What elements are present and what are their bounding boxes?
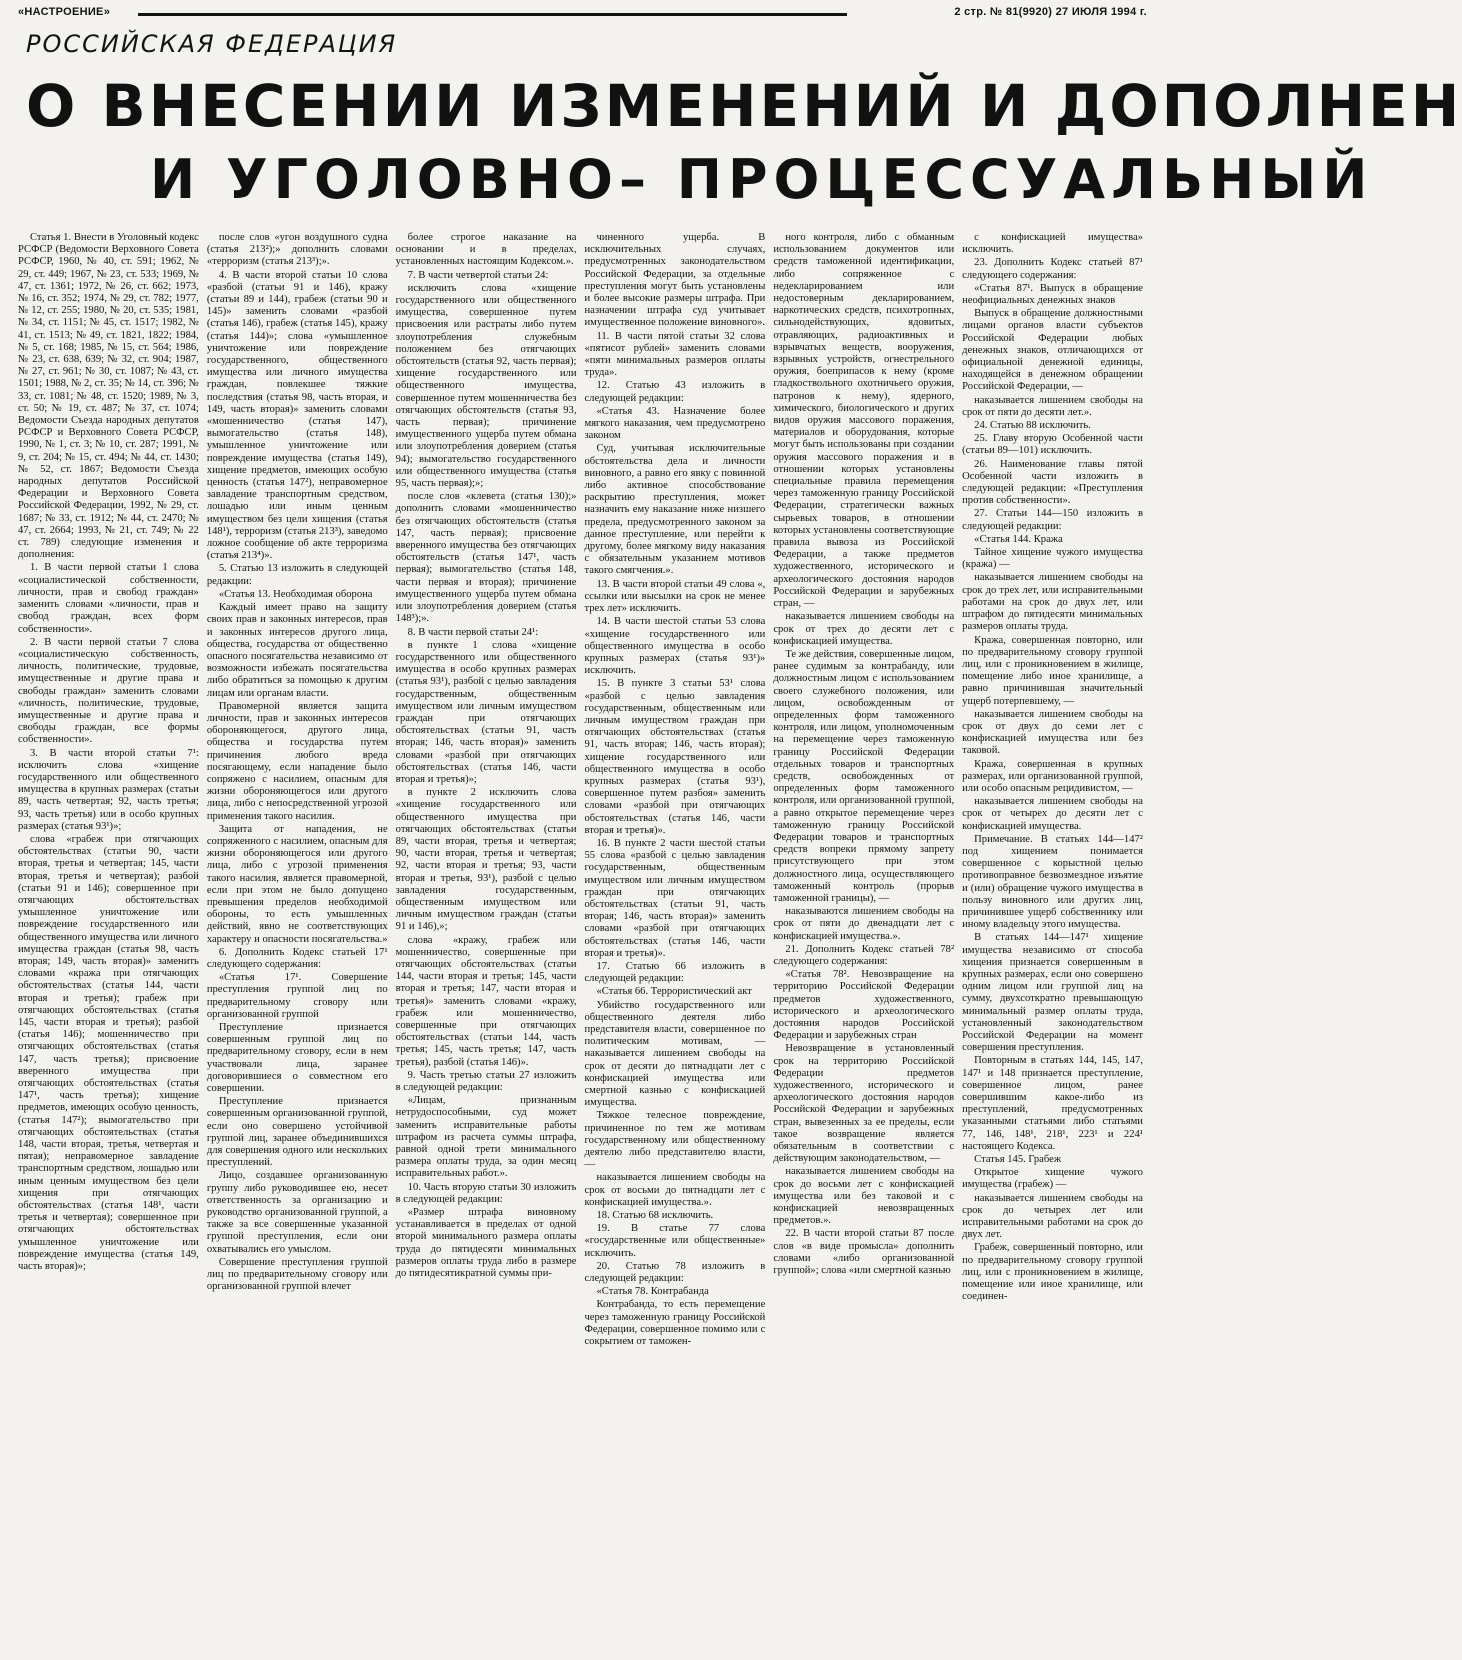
- article-paragraph: 7. В части четвертой статьи 24:: [407, 269, 549, 281]
- article-paragraph: с конфискацией имущества» исключить.: [962, 232, 1143, 256]
- article-paragraph: «Статья 13. Необходимая оборона: [218, 588, 373, 600]
- article-paragraph: «Статья 66. Террористический акт: [596, 986, 752, 998]
- article-paragraph: «Статья 87¹. Выпуск в обращение неофициальных денежных знаков: [962, 282, 1143, 307]
- article-paragraph: Повторным в статьях 144, 145, 147, 147¹ и 148 признается преступление, совершенное лицом, ранее совершившим какое-либо из преступлений, предусмотренных указанными статьями либо статьями 77, 146, 148¹, 218¹, 223¹ и 224¹ настоящего Кодекса.: [962, 1055, 1143, 1152]
- article-paragraph: 4. В части второй статьи 10 слова «разбой (статьи 91 и 146), кражу (статьи 89 и 144), грабеж (статьи 90 и 145)» заменить словами «разбой (статья 146), грабеж (статья 145), кражу (статья 144)»; слова «умышленное уничтожение или повреждение государственного, общественного имущества или личного имущества граждан, повлекшее тяжкие последствия (статья 98, часть вторая, и 149, часть вторая)» заменить словами «мошенничество (статья 147), вымогательство (статья 148), умышленное уничтожение или повреждение имущества (статья 149), хищение предметов, имеющих особую ценность (статья 147²), неправомерное завладение транспортным средством, лошадью или иным ценным имуществом без цели хищения (статья 148¹), терроризм (статья 213³), заведомо ложное сообщение об акте терроризма (статья 213⁴)».: [206, 269, 388, 562]
- article-column-5: [773, 232, 954, 1650]
- article-paragraph: Преступление признается совершенным группой лиц по предварительному сговору, если в нем участвовали лица, заранее договорившиеся о совместном его совершении.: [206, 1022, 388, 1095]
- article-column-4: [584, 232, 765, 1650]
- masthead-rule: [138, 13, 847, 16]
- article-paragraph: исключить слова «хищение государственного или общественного имущества, совершенное путем присвоения или растраты либо путем злоупотребления служебным положением без отягчающих обстоятельств (статья 92, часть первая); хищение государственного или общественного имущества, совершенное путем мошенничества без отягчающих обстоятельств (статья 93, часть первая); причинение имущественного ущерба путем обмана или злоупотребления доверием (статья 94); вымогательство государственного или общественного имущества (статья 95, часть первая);»;: [395, 282, 577, 490]
- article-paragraph: 16. В пункте 2 части шестой статьи 55 слова «разбой с целью завладения государственным, общественным имуществом или личным имуществом граждан при отягчающих обстоятельствах (статьи 91, часть вторая; 146, часть вторая)» заменить словами «разбой при отягчающих обстоятельствах (статья 146, части вторая и третья)».: [584, 837, 766, 959]
- newspaper-name: «НАСТРОЕНИЕ»: [18, 6, 111, 18]
- article-paragraph: «Размер штрафа виновному устанавливается в пределах от одной второй минимального размера оплаты труда до пятидесяти минимальных размеров оплаты труда либо в размере до пятидесятикратной суммы при-: [395, 1207, 577, 1280]
- article-paragraph: Статья 1. Внести в Уголовный кодекс РСФСР (Ведомости Верховного Совета РСФСР, 1960, № 40, ст. 591; 1962, № 29, ст. 449; 1967, № 23, ст. 533; 1969, № 47, ст. 1361; 1972, № 26, ст. 662; 1973, № 16, ст. 352; 1974, № 29, ст. 782; 1977, № 12, ст. 255; 1980, № 20, ст. 535; 1981, № 34, ст. 1151; № 45, ст. 1517; 1982, № 41, ст. 1513; № 49, ст. 1821, 1822; 1984, № 5, ст. 168; 1985, № 15, ст. 564; 1986, № 23, ст. 638, 639; № 32, ст. 904; 1987, № 27, ст. 961; № 30, ст. 1087; № 43, ст. 1501; 1988, № 2, ст. 35; № 14, ст. 396; № 33, ст. 1081; № 48, ст. 1520; 1989, № 3, ст. 50; № 19, ст. 487; № 37, ст. 1074; Ведомости Съезда народных депутатов РСФСР и Верховного Совета РСФСР, 1990, № 1, ст. 3; № 10, ст. 287; 1991, № 9, ст. 204; № 15, ст. 494; № 44, ст. 1430; № 52, ст. 1867; Ведомости Съезда народных депутатов Российской Федерации и Верховного Совета Российской Федерации, 1992, № 29, ст. 1687; № 33, ст. 1912; № 44, ст. 2470; № 47, ст. 2664; 1993, № 21, ст. 749; № 22 ст. 789) следующие изменения и дополнения:: [18, 232, 199, 561]
- article-paragraph: 10. Часть вторую статьи 30 изложить в следующей редакции:: [395, 1181, 577, 1205]
- article-paragraph: наказывается лишением свободы на срок от четырех до десяти лет с конфискацией имущества.: [962, 796, 1143, 832]
- article-paragraph: слова «кражу, грабеж или мошенничество, совершенные при отягчающих обстоятельствах (статьи 144, части вторая и третья; 145, части вторая и третья; 147, части вторая и третья)» заменить словами «кражу, грабеж или мошенничество, совершенные при отягчающих обстоятельствах (статьи 144, часть третья; 145, часть третья; 147, часть третья), разбой (статья 146)».: [395, 934, 577, 1068]
- article-paragraph: наказывается лишением свободы на срок от восьми до пятнадцати лет с конфискацией имущества.».: [584, 1172, 766, 1208]
- article-paragraph: 3. В части второй статьи 7¹: исключить слова «хищение государственного или общественного имущества в крупных размерах (статьи 89, часть четвертая; 92, часть третья; 93, часть третья) или в особо крупных размерах (статья 93¹)»;: [18, 747, 199, 832]
- article-paragraph: 25. Главу вторую Особенной части (статьи 89—101) исключить.: [962, 433, 1143, 457]
- article-column-1: [18, 232, 199, 1650]
- article-paragraph: Убийство государственного или общественного деятеля либо представителя власти, совершенное по политическим мотивам, — наказывается лишением свободы на срок от десяти до пятнадцати лет с конфискацией имущества или смертной казнью с конфискацией имущества.: [584, 999, 766, 1109]
- article-paragraph: Преступление признается совершенным организованной группой, если оно совершено устойчивой группой лиц, заранее объединившихся для совершения одного или нескольких преступлений.: [206, 1096, 388, 1169]
- article-paragraph: наказывается лишением свободы на срок от пяти до десяти лет.».: [962, 394, 1143, 418]
- article-paragraph: 11. В части пятой статьи 32 слова «пятисот рублей» заменить словами «пяти минимальных размеров оплаты труда».: [584, 330, 766, 379]
- article-paragraph: Контрабанда, то есть перемещение через таможенную границу Российской Федерации, совершенное помимо или с сокрытием от таможен-: [584, 1299, 766, 1348]
- article-paragraph: 22. В части второй статьи 87 после слов «в виде промысла» дополнить словами «либо организованной группой»; слова «или смертной казнью: [773, 1228, 955, 1277]
- article-paragraph: 12. Статью 43 изложить в следующей редакции:: [584, 380, 766, 404]
- article-paragraph: Совершение преступления группой лиц по предварительному сговору или организованной группой влечет: [206, 1256, 388, 1293]
- article-paragraph: Лицо, создавшее организованную группу либо руководившее ею, несет ответственность за организацию и руководство организованной группой, а также за все совершенные указанной группой преступления, если они охватывались его умыслом.: [206, 1170, 388, 1255]
- article-paragraph: 20. Статью 78 изложить в следующей редакции:: [584, 1260, 766, 1285]
- article-paragraph: в пункте 1 слова «хищение государственного или общественного имущества в особо крупных размерах (статья 93¹), разбой с целью завладения государственным, общественным имуществом или личным имуществом граждан при отягчающих обстоятельствах (статьи 91, часть вторая; 146, часть вторая)» заменить словами «разбой при отягчающих обстоятельствах (статья 146, части вторая и третья)»;: [395, 639, 577, 785]
- article-column-2: [207, 232, 388, 1650]
- article-paragraph: Правомерной является защита личности, прав и законных интересов обороняющегося, другого лица, общества и государства путем причинения любого вреда посягающему, если нападение было сопряжено с насилием, опасным для жизни обороняющегося или другого лица, либо с непосредственной угрозой применения такого насилия.: [206, 700, 388, 822]
- article-column-6: [962, 232, 1143, 1650]
- article-paragraph: 9. Часть третью статьи 27 изложить в следующей редакции:: [395, 1069, 577, 1094]
- article-paragraph: 26. Наименование главы пятой Особенной части изложить в следующей редакции: «Преступления против собственности».: [962, 458, 1143, 507]
- article-paragraph: «Статья 43. Назначение более мягкого наказания, чем предусмотрено законом: [584, 405, 766, 442]
- article-paragraph: Защита от нападения, не сопряженного с насилием, опасным для жизни обороняющегося или другого лица, либо с угрозой применения такого насилия, является правомерной, если при этом не было допущено превышения пределов необходимой обороны, то есть умышленных действий, явно не соответствующих характеру и опасности посягательства.»: [206, 823, 388, 945]
- article-paragraph: Кража, совершенная в крупных размерах, или организованной группой, или особо опасным рецидивистом, —: [962, 758, 1143, 794]
- article-paragraph: В статьях 144—147¹ хищение имущества независимо от способа хищения признается совершенным в крупных размерах, если оно совершено одним лицом или группой лиц на сумму, двухсоткратно превышающую минимальный размер оплаты труда, установленный законодательством Российской Федерации на момент совершения преступления.: [962, 932, 1143, 1054]
- article-paragraph: более строгое наказание на основании и в пределах, установленных настоящим Кодексом.».: [395, 232, 577, 268]
- article-paragraph: 23. Дополнить Кодекс статьей 87¹ следующего содержания:: [962, 257, 1143, 281]
- article-paragraph: наказывается лишением свободы на срок до трех лет, или исправительными работами на срок до двух лет, или штрафом до пятидесяти минимальных размеров оплаты труда.: [962, 572, 1143, 633]
- article-paragraph: «Лицам, признанным нетрудоспособными, суд может заменить исправительные работы штрафом из расчета суммы штрафа, равной одной трети минимального размера оплаты труда, за один месяц исправительных работ.».: [395, 1095, 577, 1180]
- headline-line-2: И УГОЛОВНО– ПРОЦЕССУАЛЬНЫЙ: [150, 148, 1374, 211]
- article-paragraph: после слов «клевета (статья 130);» дополнить словами «мошенничество без отягчающих обстоятельств (статья 147, часть первая); присвоение вверенного имущества без отягчающих обстоятельств (статья 147¹, часть первая); вымогательство (статья 148, части первая и вторая); причинение имущественного ущерба путем обмана или злоупотребления доверием (статья 148³);».: [395, 491, 577, 625]
- article-paragraph: ного контроля, либо с обманным использованием документов или средств таможенной идентификации, либо сопряженное с недекларированием или недостоверным декларированием, наркотических средств, психотропных, сильнодействующих, ядовитых, отравляющих, радиоактивных и взрывчатых веществ, вооружения, взрывных устройств, огнестрельного оружия, боеприпасов к нему (кроме гладкоствольного охотничьего оружия, патронов к нему), ядерного, химического, биологического и других видов оружия массового поражения, материалов и оборудования, которые могут быть использованы при создании оружия массового поражения и в отношении которых установлены специальные правила перемещения через таможенную границу Российской Федерации, стратегически важных сырьевых товаров, в отношении которых установлены соответствующие правила вывоза из Российской Федерации, а также предметов художественного, исторического и археологического достояния народов Российской Федерации и зарубежных стран, —: [773, 232, 955, 610]
- article-paragraph: Кража, совершенная повторно, или по предварительному сговору группой лиц, или с проникновением в жилище, помещение либо иное хранилище, а равно причинившая значительный ущерб потерпевшему, —: [962, 634, 1143, 707]
- article-paragraph: 19. В статье 77 слова «государственные или общественные» исключить.: [584, 1223, 766, 1259]
- article-paragraph: 14. В части шестой статьи 53 слова «хищение государственного или общественного имущества в особо крупных размерах (статья 93¹)» исключить.: [584, 616, 766, 677]
- article-paragraph: Статья 145. Грабеж: [974, 1154, 1062, 1166]
- article-paragraph: чиненного ущерба. В исключительных случаях, предусмотренных законодательством Российской Федерации, за отдельные преступления могут быть установлены и более высокие размеры штрафа. При назначении штрафа суд учитывает имущественное положение виновного».: [584, 232, 766, 329]
- article-paragraph: Выпуск в обращение должностными лицами органов власти субъектов Российской Федерации любых денежных знаков, отличающихся от официальной денежной единицы, находящейся в денежном обращении Российской Федерации, —: [962, 308, 1143, 393]
- article-paragraph: после слов «угон воздушного судна (статья 213²);» дополнить словами «терроризм (статья 213³);».: [206, 232, 388, 268]
- issue-info: 2 стр. № 81(9920) 27 ИЮЛЯ 1994 г.: [954, 6, 1147, 18]
- article-paragraph: 1. В части первой статьи 1 слова «социалистической собственности, личности, прав и свобод граждан» заменить словами «личности, прав и свобод граждан, всех форм собственности».: [18, 562, 199, 635]
- article-paragraph: Невозвращение в установленный срок на территорию Российской Федерации предметов художественного, исторического и археологического достояния народов Российской Федерации и зарубежных стран, вывезенных за ее пределы, если такое возвращение является обязательным в соответствии с действующим законодательством, —: [773, 1043, 955, 1165]
- article-paragraph: Примечание. В статьях 144—147² под хищением понимается совершенное с корыстной целью противоправное безвозмездное изъятие и (или) обращение чужого имущества в пользу виновного или других лиц, причинившее ущерб собственнику или иному владельцу этого имущества.: [962, 833, 1143, 931]
- article-paragraph: Тяжкое телесное повреждение, причиненное по тем же мотивам государственному или общественному деятелю либо представителю власти, —: [584, 1110, 766, 1171]
- article-paragraph: Суд, учитывая исключительные обстоятельства дела и личности виновного, а равно его явку с повинной либо активное способствование раскрытию преступления, может назначить ему наказание ниже низшего предела, предусмотренного законом за данное преступление, или перейти к другому, более мягкому виду наказания с обязательным указанием мотивов такого смягчения.».: [584, 443, 766, 577]
- article-paragraph: наказывается лишением свободы на срок от двух до семи лет с конфискацией имущества или без таковой.: [962, 708, 1143, 757]
- article-paragraph: 27. Статьи 144—150 изложить в следующей редакции:: [962, 508, 1143, 532]
- article-paragraph: 17. Статью 66 изложить в следующей редакции:: [584, 960, 766, 985]
- article-paragraph: Грабеж, совершенный повторно, или по предварительному сговору группой лиц, или с проникновением в жилище, помещение или иное хранилище, или соединен-: [962, 1242, 1143, 1303]
- article-paragraph: «Статья 17¹. Совершение преступления группой лиц по предварительному сговору или организованной группой: [206, 972, 388, 1020]
- article-paragraph: Тайное хищение чужого имущества (кража) —: [962, 547, 1143, 571]
- article-paragraph: 13. В части второй статьи 49 слова «, ссылки или высылки на срок не менее трех лет» исключить.: [584, 578, 766, 615]
- article-paragraph: слова «грабеж при отягчающих обстоятельствах (статьи 90, части вторая, третья и четвертая; 145, части вторая, третья и четвертая); разбой (статьи 91 и 146); совершенное при отягчающих обстоятельствах умышленное уничтожение или повреждение государственного или общественного имущества или личного имущества граждан (статья 98, часть вторая; 149, часть вторая)» заменить словами «кража при отягчающих обстоятельствах (статья 144, части вторая и третья); грабеж при отягчающих обстоятельствах (статья 145, части вторая и третья); разбой (статья 146); мошенничество при отягчающих обстоятельствах (статья 147, часть третья); присвоение вверенного имущества при отягчающих обстоятельствах (статья 147¹, часть третья); хищение предметов, имеющих особую ценность, (статья 147²); вымогательство при отягчающих обстоятельствах (статья 148, части вторая, третья, четвертая и пятая); неправомерное завладение транспортным средством, лошадью или иным ценным имуществом без цели хищения при отягчающих обстоятельствах (статья 148¹, части третья и четвертая); совершенное при отягчающих обстоятельствах умышленное уничтожение или повреждение имущества (статья 149, часть вторая)»;: [18, 833, 199, 1273]
- article-paragraph: наказывается лишением свободы на срок от трех до десяти лет с конфискацией имущества.: [773, 611, 955, 647]
- section-rubric: РОССИЙСКАЯ ФЕДЕРАЦИЯ: [26, 30, 398, 58]
- article-paragraph: наказывается лишением свободы на срок до восьми лет с конфискацией имущества или без таковой и с конфискацией невозвращенных предметов.».: [773, 1166, 955, 1227]
- article-paragraph: «Статья 78. Контрабанда: [596, 1286, 709, 1298]
- article-column-3: [396, 232, 577, 1650]
- article-paragraph: «Статья 78². Невозвращение на территорию Российской Федерации предметов художественного, исторического и археологического достояния народов Российской Федерации и зарубежных стран: [773, 969, 955, 1042]
- article-paragraph: 21. Дополнить Кодекс статьей 78² следующего содержания:: [773, 943, 955, 967]
- article-paragraph: 15. В пункте 3 статьи 53¹ слова «разбой с целью завладения государственным, общественным или личным имуществом граждан при отягчающих обстоятельствах (статья 91, часть вторая; 146, часть вторая); хищение государственного или общественного имущества в особо крупных размерах (статья 93¹), совершенное путем разбоя» заменить словами «разбой при отягчающих обстоятельствах (статья 146, части вторая и третья)».: [584, 678, 766, 836]
- article-paragraph: Открытое хищение чужого имущества (грабеж) —: [962, 1167, 1143, 1191]
- article-paragraph: 5. Статью 13 изложить в следующей редакции:: [206, 563, 388, 587]
- article-paragraph: наказываются лишением свободы на срок от пяти до двенадцати лет с конфискацией имущества.».: [773, 906, 955, 942]
- article-paragraph: 8. В части первой статьи 24¹:: [407, 626, 539, 638]
- masthead: [18, 6, 1147, 22]
- article-paragraph: наказывается лишением свободы на срок до четырех лет или исправительными работами на срок до двух лет.: [962, 1192, 1143, 1241]
- article-paragraph: Те же действия, совершенные лицом, ранее судимым за контрабанду, или должностным лицом с использованием своего служебного положения, или лицом, освобожденным от определенных форм таможенного контроля, или лицом, уполномоченным на перемещение через таможенную границу Российской Федерации отдельных товаров и транспортных средств, освобожденных от определенных форм таможенного контроля, или организованной группой, а равно открытое перемещение через таможенную границу Российской Федерации товаров и транспортных средств вопреки прямому запрету присутствующего при этом должностного лица, осуществляющего таможенный контроль (прорыв таможенной границы), —: [773, 648, 955, 904]
- article-paragraph: 6. Дополнить Кодекс статьей 17¹ следующего содержания:: [206, 946, 388, 970]
- headline-line-1: О ВНЕСЕНИИ ИЗМЕНЕНИЙ И ДОПОЛНЕН: [26, 72, 1462, 140]
- article-paragraph: «Статья 144. Кража: [974, 533, 1063, 545]
- article-paragraph: Каждый имеет право на защиту своих прав и законных интересов, прав и законных интересов другого лица, общества, государства от общественно опасного посягательства независимо от возможности избежать посягательства либо обратиться за помощью к другим лицам или органам власти.: [206, 602, 388, 699]
- article-paragraph: 24. Статью 88 исключить.: [974, 420, 1091, 432]
- article-paragraph: 2. В части первой статьи 7 слова «социалистическую собственность, личность, политические, трудовые, имущественные и другие права и свободы граждан» заменить словами «личность, политические, трудовые, имущественные и другие права и свободы граждан, все формы собственности».: [18, 636, 199, 746]
- article-paragraph: в пункте 2 исключить слова «хищение государственного или общественного имущества при отягчающих обстоятельствах (статьи 89, части вторая, третья и четвертая; 90, части вторая, третья и четвертая; 92, части вторая и третья; 93, части вторая и третья, 93¹), разбой с целью завладения государственным, общественным имуществом или личным имуществом граждан (статьи 91 и 146),»;: [395, 787, 577, 933]
- article-columns: [18, 232, 1143, 1650]
- article-paragraph: 18. Статью 68 исключить.: [596, 1210, 714, 1222]
